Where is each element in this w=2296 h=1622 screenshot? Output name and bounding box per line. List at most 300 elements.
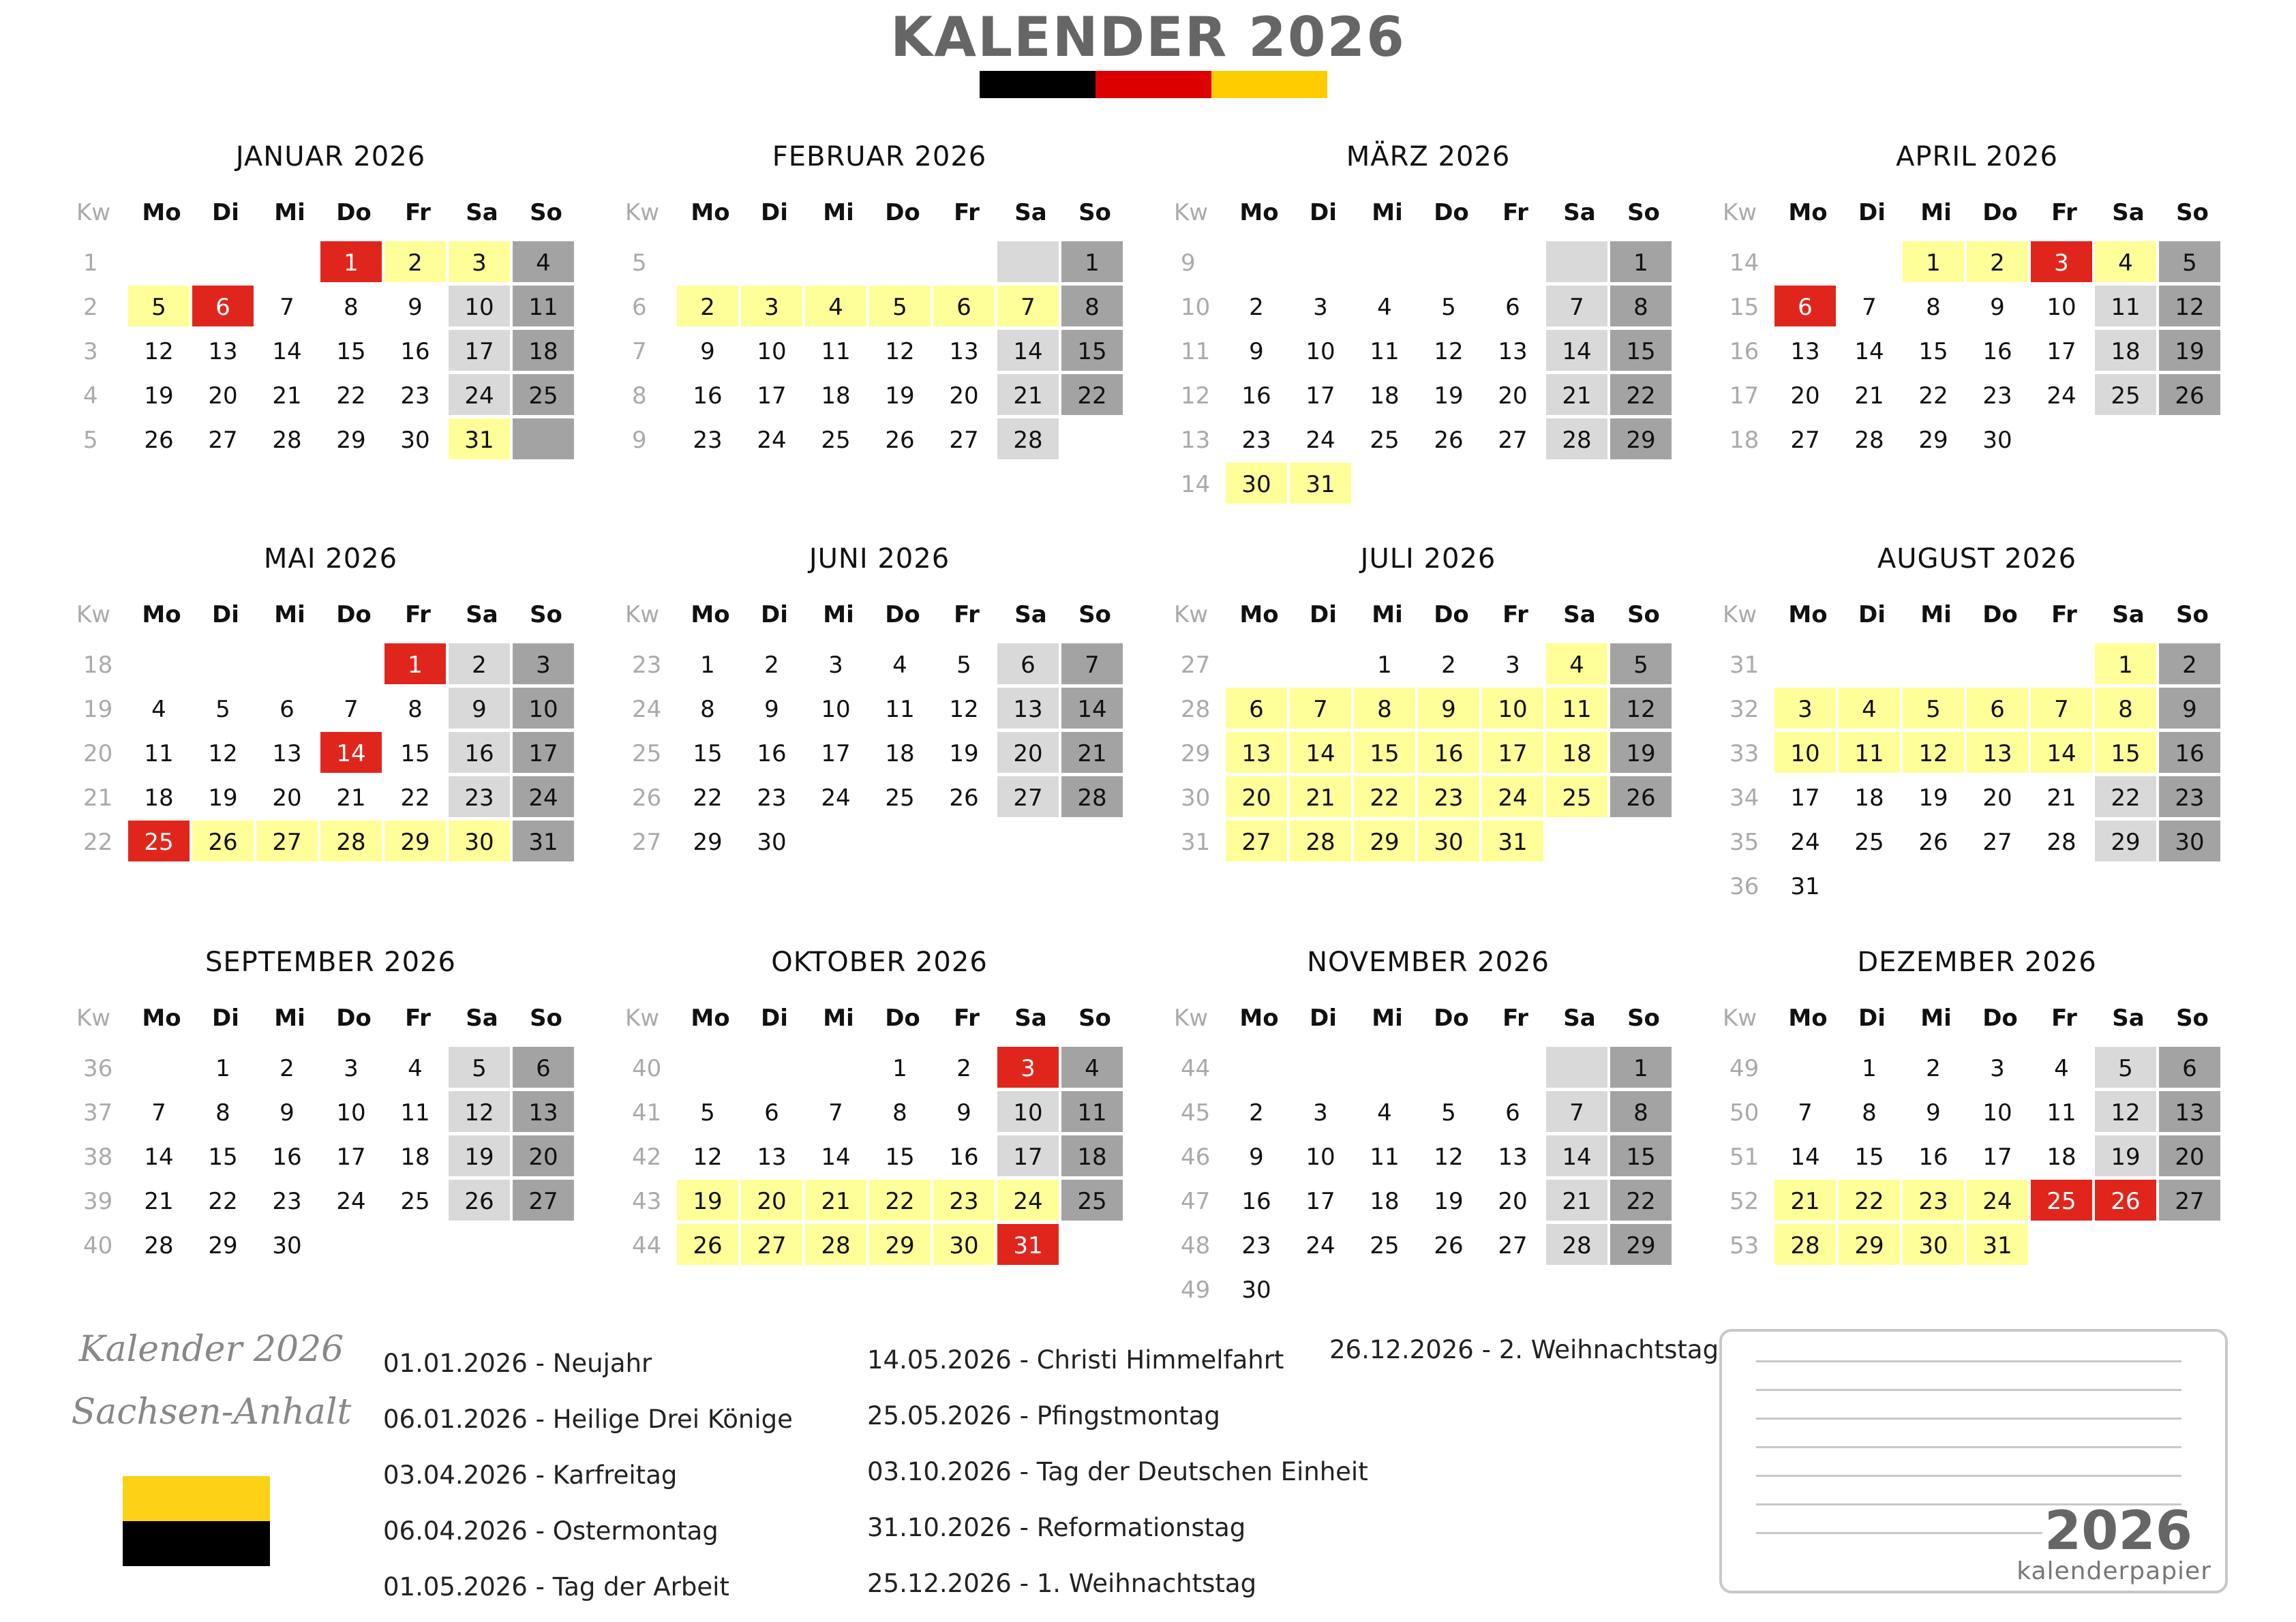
empty-day-cell xyxy=(1546,1268,1607,1309)
day-cell: 1 xyxy=(1061,241,1123,282)
day-cell: 18 xyxy=(1370,1188,1400,1215)
week-number: 14 xyxy=(1729,249,1759,277)
month-title: NOVEMBER 2026 xyxy=(1307,947,1550,978)
week-row xyxy=(75,418,586,462)
state-flag-stripe-black xyxy=(123,1521,270,1566)
day-cell: 12 xyxy=(2159,286,2220,326)
day-cell: 4 xyxy=(1546,643,1607,684)
day-cell: 17 xyxy=(1305,382,1335,410)
day-cell: 21 xyxy=(1061,732,1123,773)
weekday-header: Do xyxy=(885,1005,920,1032)
weekday-header: Mo xyxy=(142,601,181,628)
week-row xyxy=(1173,286,1684,329)
weekday-header: Do xyxy=(336,199,372,226)
flag-stripe-red xyxy=(1096,71,1211,98)
week-row xyxy=(75,1091,586,1135)
day-cell: 19 xyxy=(2095,1135,2156,1176)
weekday-header: Fr xyxy=(405,199,431,226)
week-row xyxy=(1721,1180,2233,1223)
day-cell: 24 xyxy=(821,784,851,812)
day-cell: 20 xyxy=(1790,382,1820,410)
week-number: 1 xyxy=(83,249,98,277)
week-row xyxy=(1173,776,1684,820)
day-cell: 11 xyxy=(2095,286,2156,326)
weekday-header: Di xyxy=(1858,601,1886,628)
day-cell: 4 xyxy=(151,696,166,723)
week-row xyxy=(1721,418,2233,462)
day-cell: 12 xyxy=(208,740,238,767)
weekday-header: Mi xyxy=(274,601,305,628)
day-cell: 5 xyxy=(2159,241,2220,282)
day-cell: 20 xyxy=(513,1135,574,1176)
notes-box xyxy=(1719,1329,2228,1593)
weekday-header: Di xyxy=(212,199,239,226)
empty-day-cell xyxy=(1418,1047,1479,1088)
weekday-header: Sa xyxy=(1014,1005,1047,1032)
week-number: 21 xyxy=(83,784,113,812)
weekday-header: Sa xyxy=(1014,601,1047,628)
day-cell: 25 xyxy=(128,821,190,861)
day-cell: 17 xyxy=(336,1144,366,1171)
legend-title: Kalender 2026 xyxy=(78,1329,344,1370)
week-number: 27 xyxy=(632,829,662,856)
week-row xyxy=(624,418,1135,462)
kw-header: Kw xyxy=(1174,199,1209,226)
week-number: 42 xyxy=(632,1144,662,1171)
day-cell: 11 xyxy=(400,1099,430,1127)
weekday-header: Mi xyxy=(1372,601,1403,628)
weekday-header: Mo xyxy=(1788,199,1828,226)
weekday-header: Di xyxy=(212,601,239,628)
day-cell: 25 xyxy=(1370,1232,1400,1259)
day-cell: 19 xyxy=(949,740,979,767)
empty-day-cell xyxy=(128,643,190,684)
day-cell: 3 xyxy=(2031,241,2092,282)
day-cell: 8 xyxy=(892,1099,907,1127)
empty-day-cell xyxy=(1546,241,1607,282)
week-row xyxy=(624,688,1135,731)
day-cell: 19 xyxy=(144,382,174,410)
week-row xyxy=(624,286,1135,329)
day-cell: 9 xyxy=(1926,1099,1941,1127)
day-cell: 27 xyxy=(256,821,318,861)
week-row xyxy=(1721,643,2233,687)
weekday-header: Fr xyxy=(2051,199,2077,226)
day-cell: 21 xyxy=(1546,1180,1607,1221)
weekday-header: Fr xyxy=(405,601,431,628)
day-cell: 20 xyxy=(997,732,1059,773)
week-number: 49 xyxy=(1729,1055,1759,1082)
day-cell: 29 xyxy=(869,1224,931,1265)
day-cell: 16 xyxy=(949,1144,979,1171)
day-cell: 17 xyxy=(449,330,510,371)
day-cell: 9 xyxy=(449,688,510,729)
week-row xyxy=(75,643,586,687)
weekday-header: Mi xyxy=(823,1005,854,1032)
day-cell: 20 xyxy=(2159,1135,2220,1176)
day-cell: 27 xyxy=(1790,427,1820,454)
day-cell: 22 xyxy=(208,1188,238,1215)
day-cell: 24 xyxy=(2046,382,2076,410)
day-cell: 13 xyxy=(513,1091,574,1132)
day-cell: 18 xyxy=(513,330,574,371)
weekday-header: Do xyxy=(1434,199,1469,226)
day-cell: 25 xyxy=(513,374,574,415)
day-cell: 2 xyxy=(956,1055,971,1082)
week-row xyxy=(624,1180,1135,1223)
empty-day-cell xyxy=(1546,1047,1607,1088)
week-number: 18 xyxy=(83,652,113,679)
day-cell: 21 xyxy=(1546,374,1607,415)
day-cell: 29 xyxy=(384,821,446,861)
day-cell: 8 xyxy=(1610,286,1672,326)
day-cell: 28 xyxy=(1854,427,1884,454)
day-cell: 23 xyxy=(449,776,510,817)
day-cell: 1 xyxy=(2095,643,2156,684)
day-cell: 22 xyxy=(1061,374,1123,415)
day-cell: 15 xyxy=(208,1144,238,1171)
weekday-header: Mi xyxy=(1920,1005,1952,1032)
day-cell: 23 xyxy=(1241,1232,1271,1259)
day-cell: 6 xyxy=(192,286,254,326)
day-cell: 29 xyxy=(1610,418,1672,459)
day-cell: 10 xyxy=(757,338,787,365)
day-cell: 17 xyxy=(1482,732,1543,773)
day-cell: 20 xyxy=(272,784,302,812)
week-number: 13 xyxy=(1181,427,1211,454)
kw-header: Kw xyxy=(76,601,111,628)
week-number: 11 xyxy=(1181,338,1211,365)
day-cell: 28 xyxy=(144,1232,174,1259)
month-november xyxy=(1173,942,1684,1313)
empty-day-cell xyxy=(1546,463,1607,504)
weekday-header-row xyxy=(75,594,586,635)
week-number: 27 xyxy=(1181,652,1211,679)
holiday-item: 03.04.2026 - Karfreitag xyxy=(383,1460,678,1490)
kw-header: Kw xyxy=(625,199,660,226)
day-cell: 30 xyxy=(1226,463,1287,504)
day-cell: 2 xyxy=(384,241,446,282)
weekday-header: Di xyxy=(761,601,788,628)
day-cell: 15 xyxy=(1354,732,1415,773)
day-cell: 6 xyxy=(997,643,1059,684)
day-cell: 11 xyxy=(1061,1091,1123,1132)
empty-day-cell xyxy=(677,1047,738,1088)
week-number: 22 xyxy=(83,829,113,856)
day-cell: 30 xyxy=(1241,1276,1271,1304)
day-cell: 29 xyxy=(1354,821,1415,861)
day-cell: 12 xyxy=(2095,1091,2156,1132)
day-cell: 23 xyxy=(1241,427,1271,454)
weekday-header: Mi xyxy=(1372,199,1403,226)
weekday-header: Mo xyxy=(691,1005,730,1032)
day-cell: 28 xyxy=(805,1224,866,1265)
empty-day-cell xyxy=(1290,643,1351,684)
day-cell: 20 xyxy=(741,1180,802,1221)
day-cell: 24 xyxy=(757,427,787,454)
day-cell: 9 xyxy=(1249,1144,1264,1171)
day-cell: 24 xyxy=(449,374,510,415)
week-row xyxy=(624,821,1135,864)
day-cell: 5 xyxy=(700,1099,715,1127)
day-cell: 22 xyxy=(1354,776,1415,817)
weekday-header-row xyxy=(75,192,586,233)
day-cell: 10 xyxy=(1305,338,1335,365)
month-title: MÄRZ 2026 xyxy=(1346,141,1511,172)
day-cell: 4 xyxy=(513,241,574,282)
day-cell: 18 xyxy=(2046,1144,2076,1171)
weekday-header-row xyxy=(75,998,586,1039)
day-cell: 22 xyxy=(693,784,723,812)
empty-day-cell xyxy=(1774,241,1836,282)
day-cell: 30 xyxy=(1903,1224,1964,1265)
day-cell: 21 xyxy=(1774,1180,1836,1221)
weekday-header: Do xyxy=(1982,199,2018,226)
empty-day-cell xyxy=(384,1224,446,1265)
day-cell: 3 xyxy=(1990,1055,2005,1082)
weekday-header: Mi xyxy=(823,601,854,628)
weekday-header: Mi xyxy=(823,199,854,226)
empty-day-cell xyxy=(2159,865,2220,906)
empty-day-cell xyxy=(1903,643,1964,684)
day-cell: 25 xyxy=(1061,1180,1123,1221)
day-cell: 30 xyxy=(449,821,510,861)
holiday-item: 01.05.2026 - Tag der Arbeit xyxy=(383,1572,729,1602)
day-cell: 25 xyxy=(885,784,915,812)
week-number: 51 xyxy=(1729,1144,1759,1171)
day-cell: 13 xyxy=(2159,1091,2220,1132)
week-number: 31 xyxy=(1181,829,1211,856)
day-cell: 17 xyxy=(821,740,851,767)
holiday-item: 01.01.2026 - Neujahr xyxy=(383,1349,652,1378)
week-row xyxy=(1173,1047,1684,1090)
day-cell: 5 xyxy=(1441,294,1456,321)
day-cell: 13 xyxy=(949,338,979,365)
weekday-header: Sa xyxy=(1014,199,1047,226)
weekday-header: Fr xyxy=(954,199,980,226)
day-cell: 15 xyxy=(1061,330,1123,371)
day-cell: 5 xyxy=(215,696,230,723)
weekday-header: Do xyxy=(1434,1005,1469,1032)
day-cell: 1 xyxy=(700,652,715,679)
weekday-header: Mi xyxy=(1372,1005,1403,1032)
empty-day-cell xyxy=(677,241,738,282)
month-januar xyxy=(75,136,586,463)
week-number: 20 xyxy=(83,740,113,767)
week-row xyxy=(75,374,586,418)
day-cell: 21 xyxy=(144,1188,174,1215)
day-cell: 23 xyxy=(2159,776,2220,817)
month-juli xyxy=(1173,538,1684,865)
weekday-header-row xyxy=(1721,998,2233,1039)
day-cell: 22 xyxy=(2095,776,2156,817)
day-cell: 20 xyxy=(1498,1188,1528,1215)
day-cell: 25 xyxy=(821,427,851,454)
empty-day-cell xyxy=(1839,241,1900,282)
weekday-header-row xyxy=(1173,192,1684,233)
day-cell: 14 xyxy=(1061,688,1123,729)
day-cell: 3 xyxy=(344,1055,359,1082)
day-cell: 22 xyxy=(400,784,430,812)
week-number: 25 xyxy=(632,740,662,767)
week-row xyxy=(1173,732,1684,776)
weekday-header: Fr xyxy=(1502,601,1528,628)
day-cell: 9 xyxy=(700,338,715,365)
week-number: 16 xyxy=(1729,338,1759,365)
day-cell: 6 xyxy=(513,1047,574,1088)
weekday-header: Do xyxy=(885,601,920,628)
day-cell: 20 xyxy=(1498,382,1528,410)
day-cell: 25 xyxy=(1370,427,1400,454)
day-cell: 30 xyxy=(933,1224,995,1265)
day-cell: 7 xyxy=(1546,1091,1607,1132)
month-februar xyxy=(624,136,1135,463)
day-cell: 29 xyxy=(208,1232,238,1259)
day-cell: 11 xyxy=(144,740,174,767)
day-cell: 7 xyxy=(1061,643,1123,684)
week-number: 44 xyxy=(632,1232,662,1259)
day-cell: 4 xyxy=(408,1055,423,1082)
day-cell: 3 xyxy=(741,286,802,326)
week-number: 10 xyxy=(1181,294,1211,321)
weekday-header: Di xyxy=(1858,1005,1886,1032)
empty-day-cell xyxy=(997,821,1059,861)
weekday-header: Mo xyxy=(1788,601,1828,628)
weekday-header: Sa xyxy=(466,199,498,226)
day-cell: 13 xyxy=(208,338,238,365)
weekday-header: Sa xyxy=(2112,199,2145,226)
day-cell: 17 xyxy=(2046,338,2076,365)
week-row xyxy=(1173,1135,1684,1179)
day-cell: 15 xyxy=(2095,732,2156,773)
day-cell: 26 xyxy=(949,784,979,812)
day-cell: 15 xyxy=(885,1144,915,1171)
holiday-list-3 xyxy=(1329,1322,1719,1378)
week-row xyxy=(1173,821,1684,864)
empty-day-cell xyxy=(192,241,254,282)
day-cell: 27 xyxy=(1498,427,1528,454)
day-cell: 13 xyxy=(1790,338,1820,365)
empty-day-cell xyxy=(805,1047,866,1088)
day-cell: 19 xyxy=(1434,382,1464,410)
day-cell: 19 xyxy=(449,1135,510,1176)
day-cell: 7 xyxy=(1290,688,1351,729)
day-cell: 11 xyxy=(1546,688,1607,729)
empty-day-cell xyxy=(513,1224,574,1265)
flag-stripe-black xyxy=(980,71,1096,98)
weekday-header: So xyxy=(530,1005,562,1032)
day-cell: 18 xyxy=(144,784,174,812)
day-cell: 2 xyxy=(1967,241,2028,282)
day-cell: 3 xyxy=(828,652,843,679)
month-august xyxy=(1721,538,2233,909)
day-cell: 14 xyxy=(1546,1135,1607,1176)
day-cell: 21 xyxy=(272,382,302,410)
empty-day-cell xyxy=(2031,418,2092,459)
day-cell: 7 xyxy=(1798,1099,1813,1127)
weekday-header: Mi xyxy=(1920,601,1952,628)
day-cell: 29 xyxy=(1918,427,1948,454)
day-cell: 19 xyxy=(1610,732,1672,773)
day-cell: 17 xyxy=(1982,1144,2012,1171)
weekday-header: Sa xyxy=(1563,1005,1596,1032)
weekday-header: So xyxy=(1078,199,1111,226)
kw-header: Kw xyxy=(625,601,660,628)
week-row xyxy=(1173,1224,1684,1268)
day-cell: 31 xyxy=(513,821,574,861)
weekday-header: Fr xyxy=(2051,1005,2077,1032)
empty-day-cell xyxy=(869,821,931,861)
day-cell: 2 xyxy=(280,1055,294,1082)
day-cell: 9 xyxy=(1990,294,2005,321)
day-cell: 21 xyxy=(336,784,366,812)
state-flag-stripe-yellow xyxy=(123,1476,270,1521)
weekday-header: Mo xyxy=(1239,199,1279,226)
empty-day-cell xyxy=(1354,1268,1415,1309)
day-cell: 1 xyxy=(1610,241,1672,282)
week-row xyxy=(624,241,1135,285)
empty-day-cell xyxy=(1290,1268,1351,1309)
week-number: 7 xyxy=(632,338,647,365)
week-number: 50 xyxy=(1729,1099,1759,1127)
empty-day-cell xyxy=(1610,463,1672,504)
empty-day-cell xyxy=(2031,1224,2092,1265)
week-row xyxy=(624,776,1135,820)
day-cell: 24 xyxy=(1967,1180,2028,1221)
day-cell: 7 xyxy=(997,286,1059,326)
day-cell: 18 xyxy=(1546,732,1607,773)
day-cell: 17 xyxy=(1790,784,1820,812)
weekday-header: Do xyxy=(885,199,920,226)
month-dezember xyxy=(1721,942,2233,1268)
empty-day-cell xyxy=(805,241,866,282)
week-row xyxy=(1721,688,2233,731)
day-cell: 23 xyxy=(1418,776,1479,817)
day-cell: 9 xyxy=(280,1099,294,1127)
holiday-item: 26.12.2026 - 2. Weihnachtstag xyxy=(1329,1335,1719,1364)
day-cell: 12 xyxy=(1903,732,1964,773)
day-cell: 29 xyxy=(1610,1224,1672,1265)
day-cell: 6 xyxy=(1505,294,1520,321)
week-number: 9 xyxy=(632,427,647,454)
day-cell: 4 xyxy=(1377,1099,1392,1127)
week-row xyxy=(624,374,1135,418)
day-cell: 10 xyxy=(997,1091,1059,1132)
empty-day-cell xyxy=(2159,418,2220,459)
day-cell: 24 xyxy=(336,1188,366,1215)
week-number: 29 xyxy=(1181,740,1211,767)
flag-stripe-gold xyxy=(1211,71,1327,98)
week-row xyxy=(1721,865,2233,908)
week-row xyxy=(75,1135,586,1179)
weekday-header-row xyxy=(624,594,1135,635)
weekday-header: Mo xyxy=(142,1005,181,1032)
empty-day-cell xyxy=(513,418,574,459)
legend-state: Sachsen-Anhalt xyxy=(71,1392,352,1433)
day-cell: 1 xyxy=(1377,652,1392,679)
week-number: 24 xyxy=(632,696,662,723)
empty-day-cell xyxy=(869,241,931,282)
day-cell: 2 xyxy=(677,286,738,326)
day-cell: 6 xyxy=(764,1099,779,1127)
empty-day-cell xyxy=(320,1224,382,1265)
empty-day-cell xyxy=(1903,865,1964,906)
week-number: 36 xyxy=(1729,873,1759,900)
weekday-header: Di xyxy=(1858,199,1886,226)
day-cell: 18 xyxy=(2095,330,2156,371)
day-cell: 5 xyxy=(1903,688,1964,729)
empty-day-cell xyxy=(1418,1268,1479,1309)
